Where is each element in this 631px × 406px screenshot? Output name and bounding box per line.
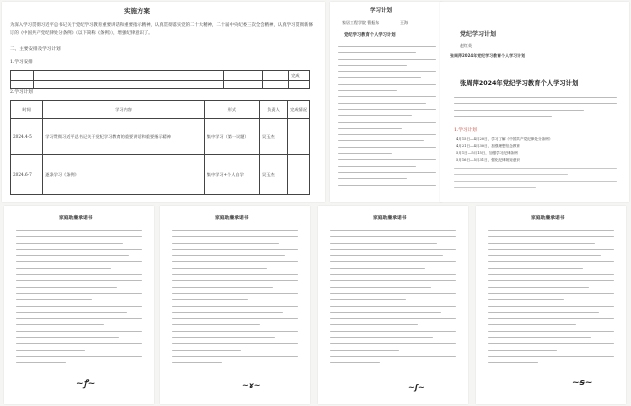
table-header-cell: 时间 (11, 101, 43, 119)
table-header-cell: 学习内容 (43, 101, 204, 119)
document-study-plan (330, 2, 442, 202)
document-pledge-2 (160, 206, 310, 404)
row-date: 2024.4-5 (11, 119, 43, 155)
doc2-name: 王海 (400, 20, 408, 25)
doc4-title: 家庭助廉承诺书 (59, 215, 93, 221)
doc3-intro-text (454, 97, 617, 122)
row-content: 学习贯彻习近平总书记关于党纪学习教育的重要讲话和重要指示精神 (43, 119, 204, 155)
plan-item: 5月16日—5月31日，强化纪律规矩意识 (456, 158, 521, 162)
row-content: 逐条学习《条例》 (43, 155, 204, 195)
document-discipline-plan (440, 2, 629, 202)
row-person: 吴玉杰 (259, 119, 287, 155)
doc7-title: 家庭助廉承诺书 (531, 215, 565, 221)
signature-mark: ~ꝭ~ (76, 379, 96, 389)
document-pledge-4 (476, 206, 626, 404)
table-header-cell: 完成情况 (288, 101, 310, 119)
schedule-table (10, 100, 310, 195)
doc1-title: 实施方案 (124, 7, 150, 15)
doc4-body-text (16, 230, 142, 369)
row-date: 2024.6-7 (11, 155, 43, 195)
doc5-body-text (172, 230, 298, 369)
signature-mark: ~ʃ~ (408, 383, 425, 392)
table-row (11, 155, 310, 195)
doc3-body-text (454, 168, 617, 193)
document-pledge-3 (318, 206, 468, 404)
doc3-author: 赵红英 (460, 43, 472, 48)
doc6-body-text (330, 230, 456, 369)
table-row (11, 119, 310, 155)
doc1-sub2: 2.学习计划 (10, 90, 33, 95)
doc2-unit: 党纪学习教育个人学习计划 (344, 33, 396, 38)
doc1-intro: 为深入学习贯彻习近平总书记关于党纪学习教育重要讲话和重要指示精神，认真贯彻落实党的二十大精神，二十届中央纪委三次全会精神，认真学习贯彻新修订的《中国共产党纪律处分条例》（以下简称《条例》），增强纪律意识了。 (10, 23, 313, 36)
document-pledge-1 (4, 206, 154, 404)
doc3-header-note: 张周萍2024年党纪学习教育个人学习计划 (450, 53, 526, 58)
doc7-body-text (488, 230, 614, 369)
signature-mark: ~ꞩ~ (572, 378, 593, 388)
doc5-title: 家庭助廉承诺书 (215, 215, 249, 221)
plan-item: 4月15日—4月20日，学习了解《中国共产党纪律处分条例》 (456, 137, 553, 141)
doc3-heading: 1.学习计划 (454, 128, 477, 133)
row-form: 集中学习+个人自学 (204, 155, 259, 195)
schedule-table-top (10, 70, 310, 89)
signature-mark: ~ɤ~ (242, 381, 261, 390)
doc2-title: 学习计划 (370, 8, 393, 14)
row-person: 吴玉杰 (259, 155, 287, 195)
plan-item: 4月21日—4月30日，加强理想信念教育 (456, 144, 521, 148)
table-header-cell: 形式 (204, 101, 259, 119)
plan-item: 5月1日—5月15日，加强学习纪律条例 (456, 151, 518, 155)
doc1-section: 二、主要安排及学习计划 (10, 47, 61, 52)
table-header-cell: 负责人 (259, 101, 287, 119)
doc3-title: 党纪学习计划 (460, 31, 497, 38)
doc6-title: 家庭助廉承诺书 (373, 215, 407, 221)
doc2-subhead: 家居工程学院 曹振东 (342, 20, 380, 25)
doc2-body-text (338, 46, 436, 191)
doc3-subtitle: 张周萍2024年党纪学习教育个人学习计划 (460, 80, 579, 87)
table-header-cell: 完成 (289, 71, 310, 81)
document-implementation-plan (2, 2, 325, 202)
row-form: 集中学习（第一议题） (204, 119, 259, 155)
doc1-sub1: 1.学习安排 (10, 60, 33, 65)
